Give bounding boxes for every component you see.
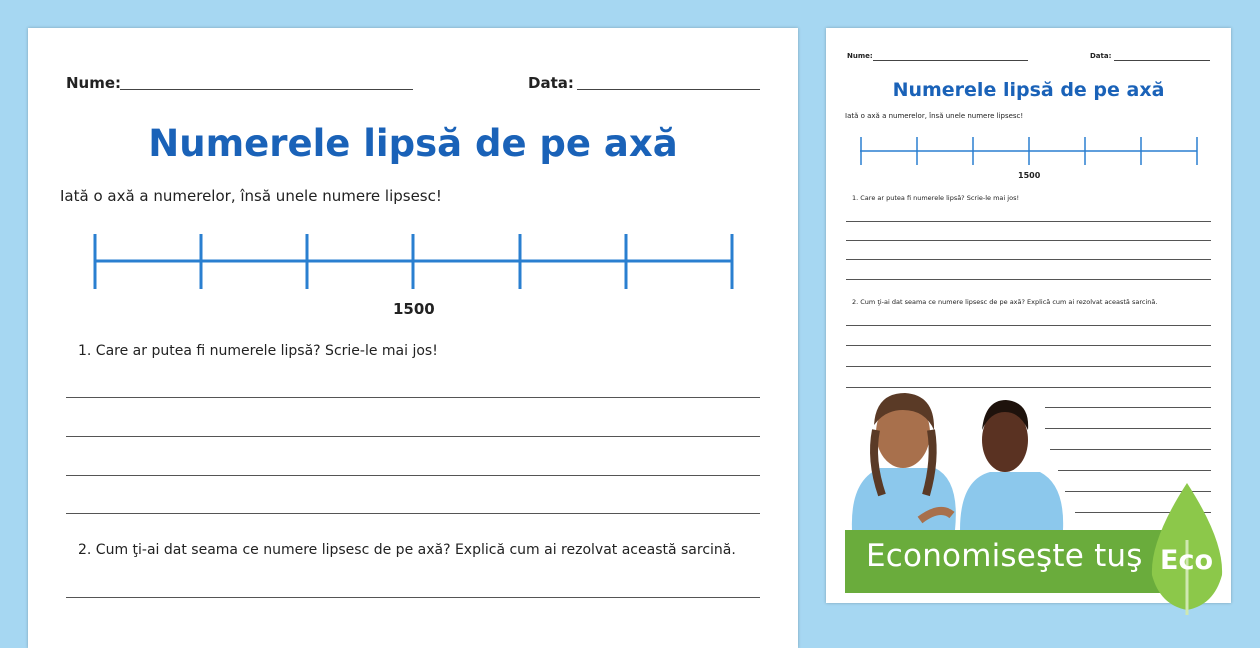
number-line-label: 1500 [393,300,435,318]
page-title: Numerele lipsă de pe axă [892,79,1165,101]
question-1: 1. Care ar putea fi numerele lipsă? Scrie-le mai jos! [78,343,438,359]
intro-text: Iată o axă a numerelor, însă unele numere lipsesc! [60,187,442,205]
question-2: 2. Cum ţi-ai dat seama ce numere lipsesc de pe axă? Explică cum ai rezolvat această sarcină. [78,542,736,558]
date-label: Data: [528,74,574,92]
date-label: Data: [1090,52,1112,60]
name-label: Nume: [66,74,122,92]
eco-badge: Eco [1160,545,1213,576]
question-2: 2. Cum ţi-ai dat seama ce numere lipsesc de pe axă? Explică cum ai rezolvat această sarcină. [852,298,1158,306]
intro-text: Iată o axă a numerelor, însă unele numere lipsesc! [845,112,1024,120]
page-title: Numerele lipsă de pe axă [148,122,678,165]
number-line-label: 1500 [1018,171,1041,180]
name-label: Nume: [847,52,873,60]
question-1: 1. Care ar putea fi numerele lipsă? Scrie-le mai jos! [852,194,1020,202]
eco-banner-text: Economiseşte tuş [866,538,1143,574]
